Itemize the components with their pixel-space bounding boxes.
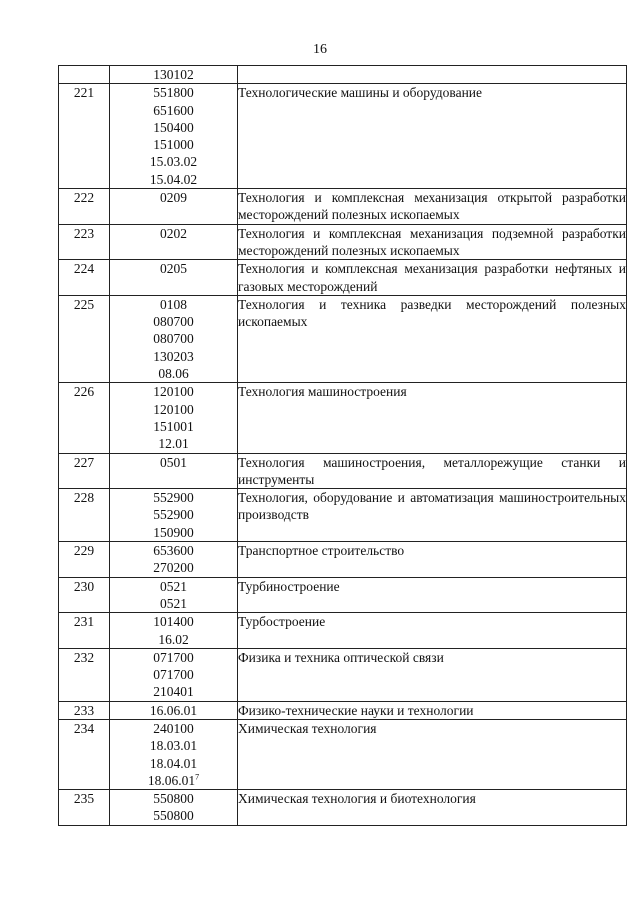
specialty-code: [110, 772, 237, 789]
specialty-code: [110, 489, 237, 506]
specialty-name: Химическая технология и биотехнология: [238, 790, 627, 826]
specialty-name: Технологические машины и оборудование: [238, 84, 627, 189]
specialty-code: [110, 102, 237, 119]
specialty-code-text: 551800: [153, 85, 194, 101]
specialty-code: [110, 683, 237, 700]
specialty-code-text: 16.06.01: [149, 702, 198, 718]
table-row: [59, 189, 627, 225]
row-codes: [110, 84, 238, 189]
specialty-code: [110, 383, 237, 400]
specialty-code-text: 151001: [153, 418, 194, 434]
table-row: [59, 66, 627, 84]
specialty-code-text: 0108: [160, 296, 187, 312]
row-number: 227: [59, 453, 110, 489]
specialty-code-text: 12.01: [158, 436, 189, 452]
specialty-code-text: 651600: [153, 102, 194, 118]
row-number: 230: [59, 577, 110, 613]
specialty-code-text: 101400: [153, 614, 194, 630]
row-codes: [110, 295, 238, 382]
table-row: [59, 383, 627, 453]
specialty-code: [110, 189, 237, 206]
specialty-name: Технология машиностроения: [238, 383, 627, 453]
specialty-code-text: 151000: [153, 137, 194, 153]
specialty-code: [110, 365, 237, 382]
specialty-code-text: 18.04.01: [149, 755, 198, 771]
specialty-code-text: 0521: [160, 578, 187, 594]
specialty-code-text: 552900: [153, 490, 194, 506]
specialty-code-text: 210401: [153, 684, 194, 700]
row-number: 226: [59, 383, 110, 453]
row-codes: [110, 383, 238, 453]
specialty-code-text: 08.06: [158, 366, 189, 382]
specialty-code: [110, 737, 237, 754]
table-row: [59, 453, 627, 489]
specialty-name: Технология машиностроения, металлорежущие станки и инструменты: [238, 454, 626, 487]
specialty-name: Турбостроение: [238, 613, 627, 649]
specialty-name: Физика и техника оптической связи: [238, 648, 627, 701]
table-row: [59, 295, 627, 382]
row-number: 224: [59, 260, 110, 296]
specialty-code-text: 080700: [153, 331, 194, 347]
specialty-code-text: 120100: [153, 401, 194, 417]
row-codes: [110, 719, 238, 789]
specialty-code-text: 0209: [160, 190, 187, 206]
specialty-code-text: 0205: [160, 261, 187, 277]
specialty-name: Технология и техника разведки месторождений полезных ископаемых: [238, 295, 627, 382]
specialty-code-text: 550800: [153, 791, 194, 807]
row-codes: [110, 260, 238, 296]
table-row: [59, 613, 627, 649]
specialty-code-text: 071700: [153, 649, 194, 665]
row-codes: [110, 577, 238, 613]
row-codes: [110, 189, 238, 225]
row-codes: [110, 613, 238, 649]
table-row: [59, 577, 627, 613]
row-number: 228: [59, 489, 110, 542]
specialty-code-text: 550800: [153, 808, 194, 824]
row-number: [59, 66, 110, 84]
row-codes: [110, 224, 238, 260]
specialty-code: [110, 66, 237, 83]
row-number: 233: [59, 701, 110, 719]
specialty-code-text: 130102: [153, 67, 194, 82]
specialty-code: [110, 542, 237, 559]
table-row: [59, 719, 627, 789]
specialty-code: [110, 330, 237, 347]
row-codes: [110, 701, 238, 719]
row-number: 231: [59, 613, 110, 649]
specialty-code: [110, 790, 237, 807]
specialty-code: [110, 578, 237, 595]
specialty-code: [110, 807, 237, 824]
specialty-name: Физико-технические науки и технологии: [238, 701, 627, 719]
specialty-code-text: 150900: [153, 524, 194, 540]
specialty-code: [110, 631, 237, 648]
specialty-code: [110, 418, 237, 435]
specialty-code-text: 270200: [153, 560, 194, 576]
specialty-code-text: 130203: [153, 348, 194, 364]
specialty-name: Технология и комплексная механизация подземной разработки месторождений полезных ископаемых: [238, 225, 626, 258]
row-number: 225: [59, 295, 110, 382]
specialty-code: [110, 649, 237, 666]
specialty-code-text: 120100: [153, 384, 194, 400]
specialty-code-text: 16.02: [158, 631, 189, 647]
specialty-code-text: 0501: [160, 454, 187, 470]
specialty-code-text: 0521: [160, 595, 187, 611]
specialty-code: [110, 506, 237, 523]
table-row: [59, 84, 627, 189]
footnote-marker: 7: [195, 772, 200, 782]
specialty-code: [110, 666, 237, 683]
specialty-code: [110, 119, 237, 136]
specialty-name: Химическая технология: [238, 719, 627, 789]
specialty-code: [110, 595, 237, 612]
specialty-code: [110, 454, 237, 471]
specialties-table-body: [59, 66, 627, 826]
row-number: 229: [59, 542, 110, 578]
specialty-code: [110, 313, 237, 330]
specialty-code: [110, 225, 237, 242]
specialty-code: [110, 401, 237, 418]
row-codes: [110, 489, 238, 542]
specialty-name: Транспортное строительство: [238, 542, 627, 578]
specialty-code: [110, 524, 237, 541]
specialty-code-text: 15.04.02: [149, 171, 198, 187]
specialty-code-text: 150400: [153, 119, 194, 135]
specialty-name: Технология, оборудование и автоматизация машиностроительных производств: [238, 489, 627, 542]
specialty-code-text: 552900: [153, 507, 194, 523]
specialty-name: Технология и комплексная механизация открытой разработки месторождений полезных ископаемых: [238, 190, 626, 223]
row-codes: [110, 648, 238, 701]
row-number: 232: [59, 648, 110, 701]
specialty-code: [110, 720, 237, 737]
specialty-code: [110, 613, 237, 630]
specialty-code-text: 18.06.01: [147, 772, 196, 788]
row-number: 221: [59, 84, 110, 189]
specialty-code-text: 15.03.02: [149, 154, 198, 170]
specialty-code: [110, 755, 237, 772]
specialty-name: [238, 66, 627, 84]
table-row: [59, 542, 627, 578]
specialty-code-text: 0202: [160, 225, 187, 241]
specialty-code: [110, 153, 237, 170]
specialty-code-text: 653600: [153, 543, 194, 559]
specialty-code: [110, 348, 237, 365]
specialties-table: [58, 65, 627, 826]
specialty-code-text: 080700: [153, 314, 194, 330]
specialty-code: [110, 136, 237, 153]
row-number: 222: [59, 189, 110, 225]
table-row: [59, 701, 627, 719]
row-codes: [110, 790, 238, 826]
page-number: 16: [313, 42, 327, 57]
row-number: 235: [59, 790, 110, 826]
row-codes: [110, 453, 238, 489]
table-row: [59, 648, 627, 701]
specialty-code-text: 071700: [153, 667, 194, 683]
specialty-code-text: 18.03.01: [149, 738, 198, 754]
row-number: 223: [59, 224, 110, 260]
specialty-code: [110, 296, 237, 313]
specialty-code: [110, 435, 237, 452]
specialty-code: [110, 84, 237, 101]
table-row: [59, 790, 627, 826]
row-codes: [110, 542, 238, 578]
specialty-code: [110, 260, 237, 277]
table-row: [59, 489, 627, 542]
specialty-code: [110, 559, 237, 576]
row-codes: [110, 66, 238, 84]
specialty-code: [110, 702, 237, 719]
table-row: [59, 224, 627, 260]
table-row: [59, 260, 627, 296]
row-number: 234: [59, 719, 110, 789]
specialty-code-text: 240100: [153, 720, 194, 736]
specialty-name: Турбиностроение: [238, 577, 627, 613]
specialty-name: Технология и комплексная механизация разработки нефтяных и газовых месторождений: [238, 261, 626, 294]
specialty-code: [110, 171, 237, 188]
